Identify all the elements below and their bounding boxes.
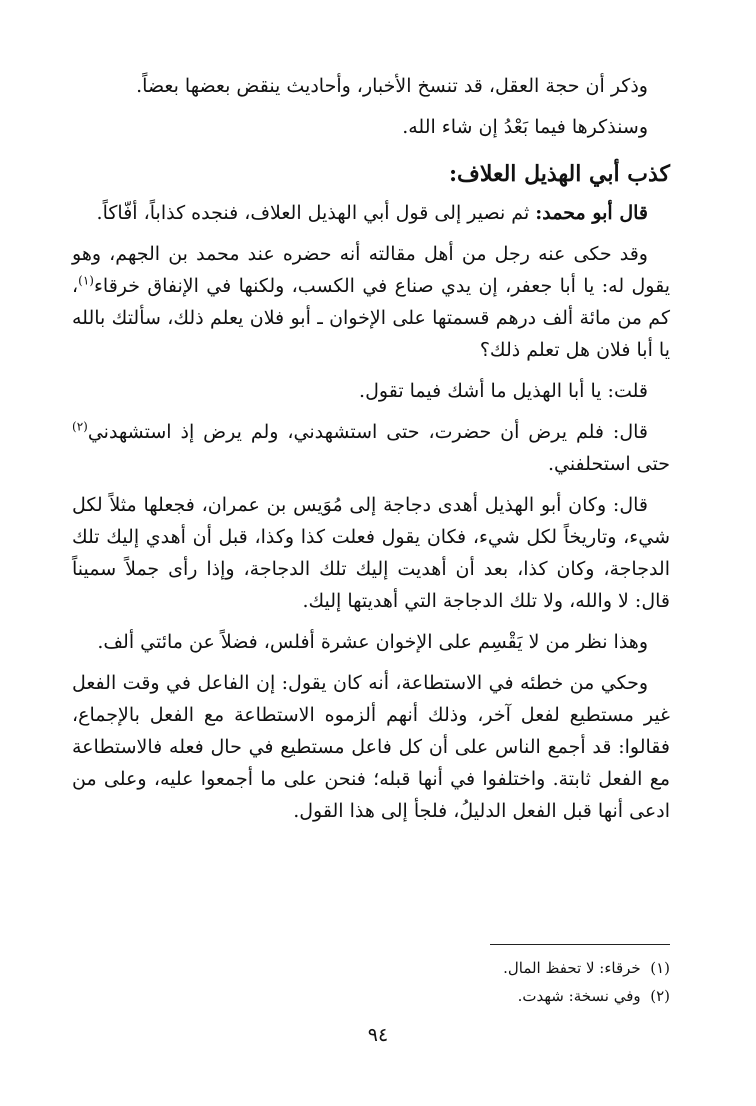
paragraph-6: [72, 416, 670, 480]
speaker-label: قال أبو محمد:: [535, 202, 648, 224]
footnote-ref-2: (٢): [72, 419, 88, 434]
paragraph-7: قال: وكان أبو الهذيل أهدى دجاجة إلى مُوَيس بن عمران، فجعلها مثلاً لكل شيء، وتاريخاً لكل شيء، فكان يقول فعلت كذا وكذا، قبل أن أهدي إليك تلك الدجاجة، وكان كذا، بعد أن أهديت إليك تلك الدجاجة، وإذا رأى جملاً سميناً قال: لا والله، ولا تلك الدجاجة التي أهديتها إليك.: [72, 494, 670, 612]
paragraph-4-text-b: ، كم من مائة ألف درهم قسمتها على الإخوان ـ أبو فلان يعلم ذلك، سألتك بالله يا أبا فلان هل تعلم ذلك؟: [72, 275, 670, 361]
section-heading: كذب أبي الهذيل العلاف:: [448, 161, 670, 187]
footnotes: [90, 954, 670, 1010]
footnote-1-text: خرقاء: لا تحفظ المال.: [503, 959, 641, 977]
paragraph-6-text-a: قال: فلم يرض أن حضرت، حتى استشهدني، ولم يرض إذ استشهدني: [87, 421, 648, 443]
paragraph-2: وسنذكرها فيما بَعْدُ إن شاء الله.: [402, 116, 648, 138]
paragraph-8: وهذا نظر من لا يَقْسِم على الإخوان عشرة أفلس، فضلاً عن مائتي ألف.: [97, 631, 648, 653]
paragraph-4: [72, 238, 670, 366]
page-body: [72, 70, 670, 836]
paragraph-9: وحكي من خطئه في الاستطاعة، أنه كان يقول: إن الفاعل في وقت الفعل غير مستطيع لفعل آخر، وذلك أنهم ألزموه الاستطاعة مع الفعل بالإجماع، فقالوا: قد أجمع الناس على أن كل فاعل مستطيع في حال فعله فالاستطاعة مع الفعل ثابتة. واختلفوا في أنها قبله؛ فنحن على ما أجمعوا عليه، وعلى من ادعى أنها قبل الفعل الدليلُ، فلجأ إلى هذا القول.: [72, 672, 670, 822]
footnote-2-text: وفي نسخة: شهدت.: [517, 987, 641, 1005]
page-number: ٩٤: [367, 1024, 389, 1046]
paragraph-3-text: ثم نصير إلى قول أبي الهذيل العلاف، فنجده كذاباً، أفّاكاً.: [96, 202, 536, 224]
paragraph-1: وذكر أن حجة العقل، قد تنسخ الأخبار، وأحاديث ينقض بعضها بعضاً.: [136, 75, 648, 97]
footnote-1-num: (١): [650, 959, 670, 977]
paragraph-6-text-b: حتى استحلفني.: [547, 453, 670, 475]
paragraph-3: [72, 197, 670, 229]
footnote-2: [90, 982, 670, 1010]
paragraph-4-text-a: وقد حكى عنه رجل من أهل مقالته أنه حضره عند محمد بن الجهم، وهو يقول له: يا أبا جعفر، إن يدي صناع في الكسب، ولكنها في الإنفاق خرقاء: [72, 243, 670, 297]
footnote-divider: [490, 944, 670, 945]
footnote-1: [90, 954, 670, 982]
footnote-2-num: (٢): [650, 987, 670, 1005]
footnote-ref-1: (١): [78, 273, 94, 288]
paragraph-5: قلت: يا أبا الهذيل ما أشك فيما تقول.: [359, 380, 648, 402]
